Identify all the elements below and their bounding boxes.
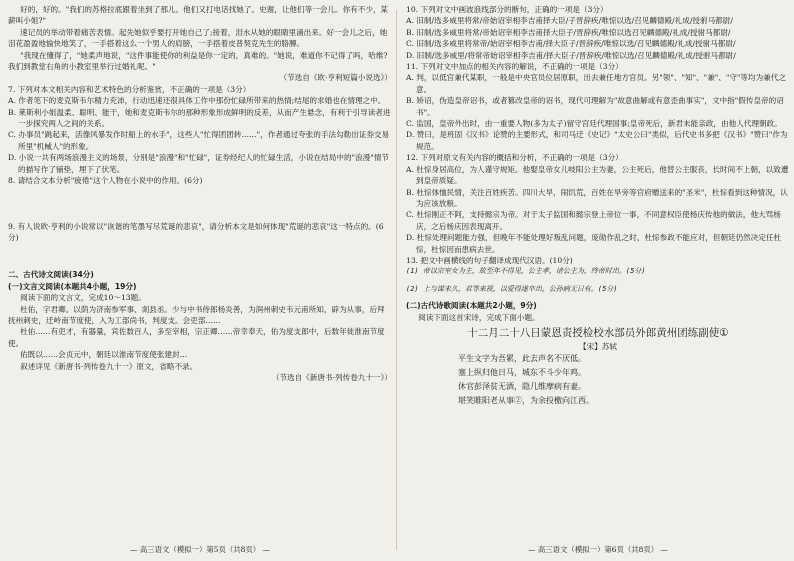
question-11-stem: 11. 下列对文中加点的相关内容的解说，不正确的一项是（3分） (406, 62, 623, 72)
question-7 (8, 84, 392, 175)
question-9: 9. 有人说欧·亨利的小说常以"诙谐的笔墨写尽荒诞的悲哀"，请分析本文是如何体现"荒诞的悲哀"这一特点的。(6分) (8, 221, 384, 242)
question-10-option-b: B. 旧制/选多威里将常/帝始诏宰相李吉甫择大臣子/晋辞疾/唯惊以选召见麟德殿/礼成/授驸马都尉/ (406, 27, 731, 37)
question-12 (406, 152, 790, 255)
question-10-option-d: D. 旧制/选多威里/将常帝始诏宰相李吉甫/择大臣子/晋辞疾/唯惊以选/召见麟德殿/礼成/授驸马都尉/ (406, 50, 736, 60)
question-12-option-a: A. 杜悰身居高位，为人谨守规矩。他娶皇帝女儿岐阳公主为妻，公主死后，他替公主服丧，长时间不上朝，以致遭到皇帝质疑。 (406, 164, 789, 186)
answer-space-9 (8, 243, 392, 269)
question-7-option-b: B. 莱斯利小姐温柔、聪明、能干，她和麦克斯韦尔的那种形象形成鲜明的反差，从而产生悬念，有利于引导读者进一步探究两人之间的关系。 (8, 107, 391, 129)
question-11-option-b: B. 矫诏，伪造皇帝诏书，或者篡改皇帝的诏书，现代可理解为"故意曲解或有意歪曲事实"，文中指"假传皇帝的诏书"。 (406, 96, 784, 117)
section-2-heading: 二、古代诗文阅读(34分) (8, 270, 94, 280)
subsection-1-instruction: 阅读下面的文言文，完成10～13题。 (20, 293, 146, 303)
page-footer-left: — 高三语文（模拟一）第5页（共8页） — (130, 545, 270, 554)
poem-title: 十二月二十八日蒙恩责授检校水部员外郎黄州团练副使① (467, 326, 729, 339)
right-page (406, 4, 790, 408)
poem-line-4: 堪笑睢阳老从事②，为余投檄向江西。 (458, 396, 594, 406)
question-10 (406, 4, 790, 61)
question-8: 8. 请结合文本分析"疲倦"这个人物在小说中的作用。(6分) (8, 176, 203, 186)
story-paragraph: "我现在懂得了，"她柔声地说，"这件事能使你的利益是你一定的，真难的。"她说，难道你不记得了吗，哈维?我们到教堂右角的小教室里举行过婚礼呢。" (8, 50, 388, 72)
question-13-item-2: (2) 上与谋未久，君等来视，以爱得遂卒出，公孙病无日有。(5分) (406, 284, 618, 293)
question-7-stem: 7. 下列对本文相关内容和艺术特色的分析鉴赏，不正确的一项是（3分） (8, 84, 251, 94)
story-source: （节选自《欧·亨利短篇小说选》） (279, 73, 392, 83)
page-divider (396, 10, 397, 550)
poem-author: 【宋】苏轼 (579, 341, 617, 351)
classical-paragraph: 叙述详见《新唐书·列传卷九十一》原文，省略不录。 (20, 361, 198, 371)
classical-paragraph: 杜佑……有吏才，有器量，宾佐数百人，多至宰相，宗正卿……帝幸奉天，佑为度支郎中，后数年徙淮南节度使。 (8, 327, 385, 348)
question-10-stem: 10. 下列对文中画波浪线部分的断句，正确的一项是（3分） (406, 5, 608, 14)
story-passage (8, 4, 392, 72)
question-7-option-d: D. 小说一共有两场浪漫主义的场景，分别是"浪漫"和"忙碌"，证券经纪人的忙碌生活，小说在结局中的"浪漫"情节的描写作了铺垫，埋下了伏笔。 (8, 153, 389, 174)
question-7-option-c: C. 办事员"跳起来，活像风暴发作时船上的水手"，这些人"忙得团团转……"，作者通过夸张的手法勾勒出证券交易所里"机械人"的形象。 (8, 130, 390, 151)
story-paragraph: 好的，好的。"我们的苏格拉底跟着坐到了那儿。他们又打电话找她了。史谢，让他们等一会儿。你有不少，某薪叫小姐?" (8, 5, 389, 26)
classical-paragraph: 佑既以……会贞元中，朝廷以淮南节度使张建封… (20, 350, 188, 360)
subsection-1-heading: (一)文言文阅读(本题共4小题，19分) (8, 281, 137, 291)
question-12-option-d: D. 杜悰处理问题能力强，但晚年不能处理好叛乱问题，庞勋作乱之时，杜悰参政不能应对，但朝廷仍然决定任杜悰，杜悰因而患病去世。 (406, 233, 782, 254)
classical-text (8, 304, 392, 372)
poem-line-2: 塞上纵归他日马，城东不斗少年鸡。 (458, 368, 586, 378)
question-12-option-b: B. 杜悰体恤民情，关注百姓疾苦。四川大旱，闹饥荒，百姓在旱旁等官府赠送来的"圣米"，杜悰看到这种情况，认为应该放粮。 (406, 187, 788, 208)
question-12-option-c: C. 杜悰刚正不阿，支持懿宗为帝。对于太子监国和懿宗登上帝位一事，不同意权臣使杨庆传他的做法，他大骂杨庆，之后杨庆因表现离开。 (406, 210, 781, 231)
question-7-option-a: A. 作者笔下的麦克斯韦尔精力充沛，行动迅速还很具体工作中那份忙碌所带来的热情;结尾的求婚也在情理之中。 (8, 96, 386, 106)
subsection-2-instruction: 阅读下面这首宋诗，完成下面小题。 (418, 312, 540, 322)
question-10-option-c: C. 旧制/选多威里将常帝/始诏宰相李吉甫/择大臣子/晋辞疾/唯惊以选/召见麟德殿/礼成/授驸马都尉/ (406, 39, 736, 49)
classical-source: （节选自《新唐书·列传卷九十一》） (271, 372, 392, 382)
question-10-option-a: A. 旧制/选多威里将常/帝始诏宰相李吉甫择大臣/子晋辞疾/唯惊以选/召见麟德殿/礼成/授驸马都尉/ (406, 16, 733, 26)
question-13-stem: 13. 把文中画横线的句子翻译成现代汉语。(10分) (406, 255, 573, 265)
story-paragraph: 速记员的举动带着痛苦表情。起先她似乎要打开她自己了;接着，泪水从她的眼睛里涌出来。好一会儿之后，她泪花盈盈地愉快地笑了，一手搭着这么一个男人的肩膀，一手搭着皮普契克先生的胳膊。 (8, 27, 388, 49)
question-11-option-c: C. 监国，皇帝外出时，由一重要人物(多为太子)留守宫廷代理国事;皇帝死后，新君未能亲政，由他人代理朝政。 (406, 119, 782, 129)
classical-paragraph: 杜佑，字君卿。以荫为济南参军事、剡县丞。少与中书侍郎杨炎善，为润州刺史韦元甫所知，辟为从事，后拜抚州刺史，迁岭南节度使，入为工部尚书，判度支。会吏部…… (8, 304, 385, 325)
question-12-stem: 12. 下列对原文有关内容的概括和分析，不正确的一项是（3分） (406, 153, 623, 163)
subsection-2-heading: (二)古代诗歌阅读(本题共2小题，9分) (406, 301, 537, 311)
page-footer-right: — 高三语文（模拟一）第6页（共8页） — (528, 545, 668, 554)
question-11-option-a: A. 判，以低官兼代某职，一般是中央官员位居原职，出去兼任地方官员。另"领"、"知"、"兼"、"守"等均为兼代之意。 (406, 73, 786, 94)
answer-space-8 (8, 187, 392, 221)
poem-line-1: 平生文字为吾累，此去声名不厌低。 (458, 354, 586, 364)
left-page (8, 4, 392, 383)
question-13-item-1: (1) 帝以宗室女为主，故至年不得见，公主孝，诸公主为，终帝时出。(5分) (406, 267, 646, 276)
question-11 (406, 61, 790, 152)
question-13 (406, 255, 790, 295)
poem-line-3: 休官彭泽贫无酒，隐几维摩病有妻。 (458, 382, 586, 392)
question-11-option-d: D. 赞曰，是班固《汉书》论赞的主要形式，和司马迁《史记》"太史公曰"类似，后代史书多把《汉书》"赞曰"作为规范。 (406, 130, 788, 151)
